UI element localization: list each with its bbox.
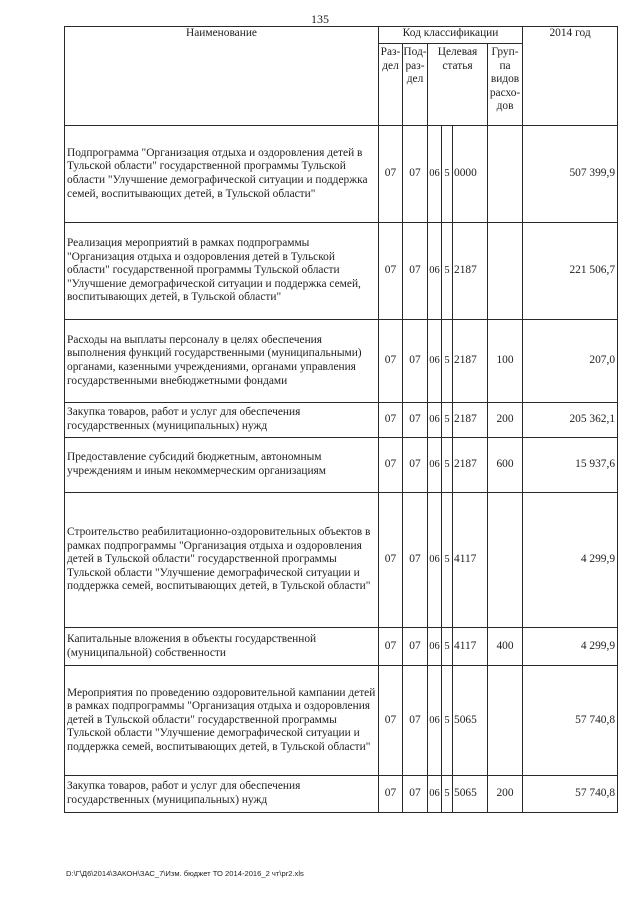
row-name: Подпрограмма "Организация отдыха и оздоровления детей в Тульской области" государственной программы Тульской области "Улучшение демографической ситуации и поддержка семей, воспитывающих детей, в Тульской области"	[65, 126, 379, 223]
row-target-part1: 06	[428, 403, 442, 438]
budget-table	[64, 26, 618, 813]
header-row	[65, 27, 618, 44]
row-amount: 57 740,8	[523, 666, 618, 776]
row-name: Закупка товаров, работ и услуг для обеспечения государственных (муниципальных) нужд	[65, 776, 379, 813]
table-row	[65, 403, 618, 438]
table-row	[65, 223, 618, 320]
row-razdel: 07	[379, 126, 403, 223]
row-target-part1: 06	[428, 628, 442, 666]
row-razdel: 07	[379, 628, 403, 666]
table-row	[65, 126, 618, 223]
header-podrazdel: Под- раз- дел	[403, 44, 428, 126]
page-number: 135	[311, 12, 329, 26]
row-razdel: 07	[379, 438, 403, 493]
row-group: 200	[488, 776, 523, 813]
header-name: Наименование	[65, 27, 379, 126]
row-target-part3: 4117	[453, 493, 488, 628]
row-target-part3: 5065	[453, 666, 488, 776]
row-razdel: 07	[379, 403, 403, 438]
row-target-part2: 5	[442, 403, 453, 438]
row-target-part2: 5	[442, 628, 453, 666]
row-target-part2: 5	[442, 126, 453, 223]
row-target-part1: 06	[428, 223, 442, 320]
row-group: 200	[488, 403, 523, 438]
row-group	[488, 223, 523, 320]
row-podrazdel: 07	[403, 628, 428, 666]
row-podrazdel: 07	[403, 438, 428, 493]
table-row	[65, 320, 618, 403]
row-razdel: 07	[379, 223, 403, 320]
row-amount: 4 299,9	[523, 628, 618, 666]
row-name: Закупка товаров, работ и услуг для обеспечения государственных (муниципальных) нужд	[65, 403, 379, 438]
row-target-part3: 0000	[453, 126, 488, 223]
row-razdel: 07	[379, 493, 403, 628]
row-podrazdel: 07	[403, 776, 428, 813]
row-target-part1: 06	[428, 438, 442, 493]
row-amount: 207,0	[523, 320, 618, 403]
row-target-part3: 2187	[453, 223, 488, 320]
row-amount: 205 362,1	[523, 403, 618, 438]
row-name: Мероприятия по проведению оздоровительной кампании детей в рамках подпрограммы "Организация отдыха и оздоровления детей в Тульской области" государственной программы Тульской области "Улучшение демографической ситуации и поддержка семей, воспитывающих детей, в Тульской области"	[65, 666, 379, 776]
table-row	[65, 776, 618, 813]
row-amount: 15 937,6	[523, 438, 618, 493]
row-target-part2: 5	[442, 666, 453, 776]
table-row	[65, 438, 618, 493]
row-target-part2: 5	[442, 776, 453, 813]
footer-file-path: D:\Г\Д6\2014\ЗАКОН\ЗАС_7\Изм. бюджет ТО 2014-2016_2 чт\pr2.xls	[66, 869, 304, 878]
row-amount: 221 506,7	[523, 223, 618, 320]
header-group: Груп- па видов расхо- дов	[488, 44, 523, 126]
row-target-part2: 5	[442, 438, 453, 493]
row-target-part3: 2187	[453, 438, 488, 493]
row-amount: 507 399,9	[523, 126, 618, 223]
row-group	[488, 126, 523, 223]
row-razdel: 07	[379, 320, 403, 403]
row-target-part1: 06	[428, 666, 442, 776]
row-group	[488, 666, 523, 776]
row-target-part3: 4117	[453, 628, 488, 666]
row-podrazdel: 07	[403, 223, 428, 320]
row-target-part3: 2187	[453, 403, 488, 438]
row-podrazdel: 07	[403, 126, 428, 223]
table-row	[65, 628, 618, 666]
row-amount: 4 299,9	[523, 493, 618, 628]
row-target-part1: 06	[428, 776, 442, 813]
header-razdel: Раз- дел	[379, 44, 403, 126]
table-row	[65, 493, 618, 628]
header-code: Код классификации	[379, 27, 523, 44]
row-razdel: 07	[379, 666, 403, 776]
row-group	[488, 493, 523, 628]
row-target-part3: 2187	[453, 320, 488, 403]
row-target-part1: 06	[428, 320, 442, 403]
row-podrazdel: 07	[403, 666, 428, 776]
row-podrazdel: 07	[403, 493, 428, 628]
row-name: Расходы на выплаты персоналу в целях обеспечения выполнения функций государственными (муниципальными) органами, казенными учреждениями, органами управления государственными внебюджетными фондами	[65, 320, 379, 403]
row-target-part2: 5	[442, 320, 453, 403]
row-group: 400	[488, 628, 523, 666]
header-target: Целевая статья	[428, 44, 488, 126]
row-razdel: 07	[379, 776, 403, 813]
header-year: 2014 год	[523, 27, 618, 126]
row-name: Предоставление субсидий бюджетным, автономным учреждениям и иным некоммерческим организациям	[65, 438, 379, 493]
row-podrazdel: 07	[403, 320, 428, 403]
row-target-part1: 06	[428, 126, 442, 223]
row-target-part1: 06	[428, 493, 442, 628]
row-amount: 57 740,8	[523, 776, 618, 813]
row-target-part3: 5065	[453, 776, 488, 813]
table-row	[65, 666, 618, 776]
row-group: 100	[488, 320, 523, 403]
row-name: Реализация мероприятий в рамках подпрограммы "Организация отдыха и оздоровления детей в Тульской области" государственной программы Тульской области "Улучшение демографической ситуации и поддержка семей, воспитывающих детей, в Тульской области"	[65, 223, 379, 320]
row-name: Капитальные вложения в объекты государственной (муниципальной) собственности	[65, 628, 379, 666]
row-name: Строительство реабилитационно-оздоровительных объектов в рамках подпрограммы "Организация отдыха и оздоровления детей в Тульской области" государственной программы Тульской области "Улучшение демографической ситуации и поддержка семей, воспитывающих детей, в Тульской области"	[65, 493, 379, 628]
row-group: 600	[488, 438, 523, 493]
row-target-part2: 5	[442, 223, 453, 320]
row-podrazdel: 07	[403, 403, 428, 438]
row-target-part2: 5	[442, 493, 453, 628]
